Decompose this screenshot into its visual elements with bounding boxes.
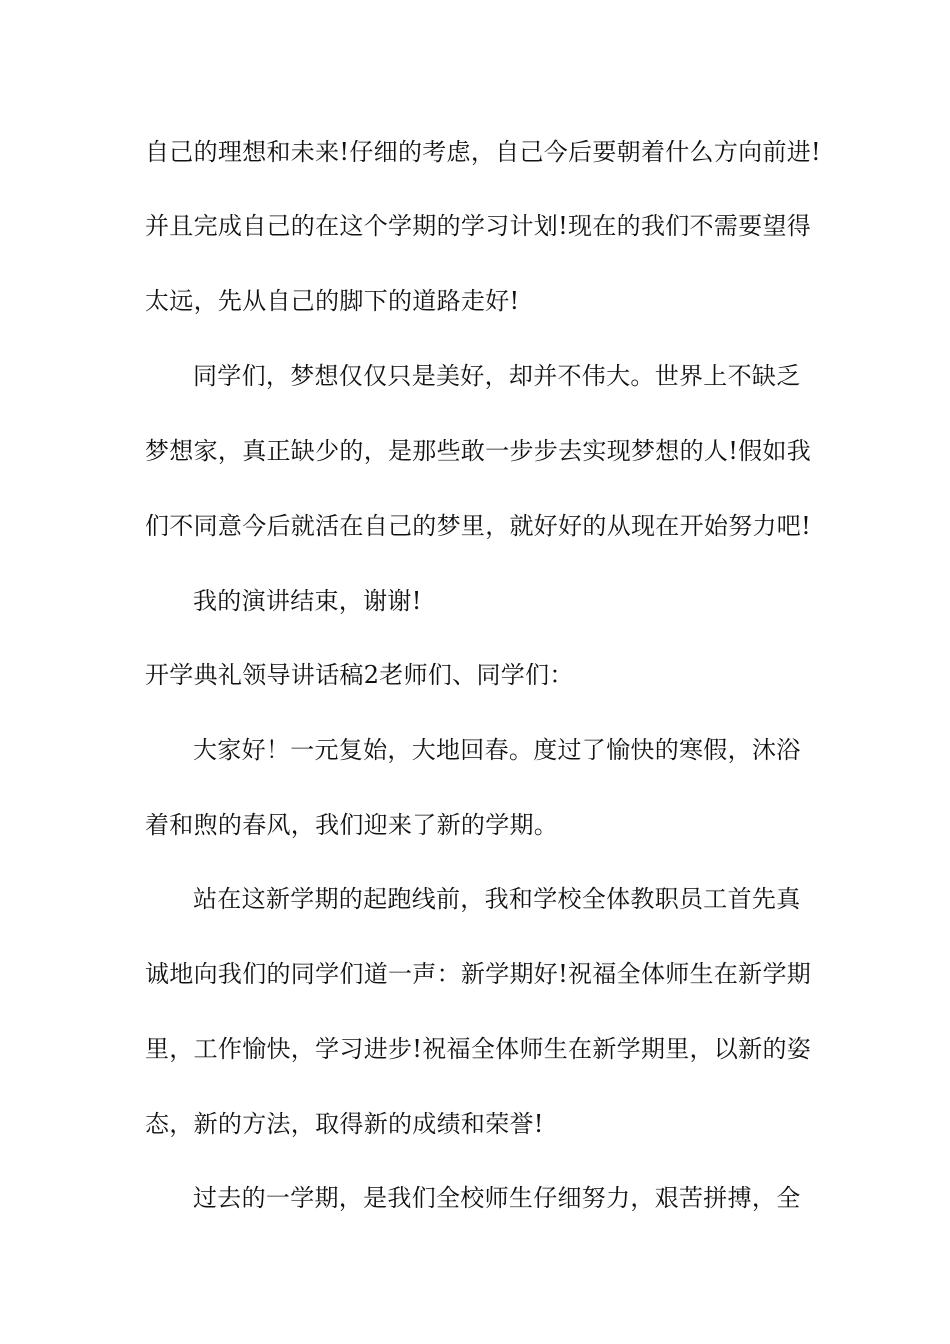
text-line-1: 自己的理想和未来!仔细的考虑，自己今后要朝着什么方向前进! — [145, 138, 821, 166]
text-line-4: 同学们，梦想仅仅只是美好，却并不伟大。世界上不缺乏 — [193, 362, 801, 390]
text-line-14: 态，新的方法，取得新的成绩和荣誉! — [145, 1110, 544, 1138]
text-line-13: 里，工作愉快，学习进步!祝福全体师生在新学期里，以新的姿 — [145, 1035, 812, 1063]
section-heading: 开学典礼领导讲话稿2老师们、同学们： — [145, 661, 574, 689]
text-line-11: 站在这新学期的起跑线前，我和学校全体教职员工首先真 — [193, 885, 801, 913]
text-line-12: 诚地向我们的同学们道一声：新学期好!祝福全体师生在新学期 — [145, 960, 812, 988]
text-line-6: 们不同意今后就活在自己的梦里，就好好的从现在开始努力吧! — [145, 512, 812, 540]
text-line-5: 梦想家，真正缺少的，是那些敢一步步去实现梦想的人!假如我 — [145, 437, 812, 465]
text-line-10: 着和煦的春风，我们迎来了新的学期。 — [145, 811, 559, 839]
text-line-15: 过去的一学期，是我们全校师生仔细努力，艰苦拼搏，全 — [193, 1184, 801, 1212]
text-line-9: 大家好！一元复始，大地回春。度过了愉快的寒假，沐浴 — [193, 736, 801, 764]
text-line-7: 我的演讲结束，谢谢! — [193, 587, 422, 615]
text-line-3: 太远，先从自己的脚下的道路走好! — [145, 287, 520, 315]
text-line-2: 并且完成自己的在这个学期的学习计划!现在的我们不需要望得 — [145, 212, 812, 240]
